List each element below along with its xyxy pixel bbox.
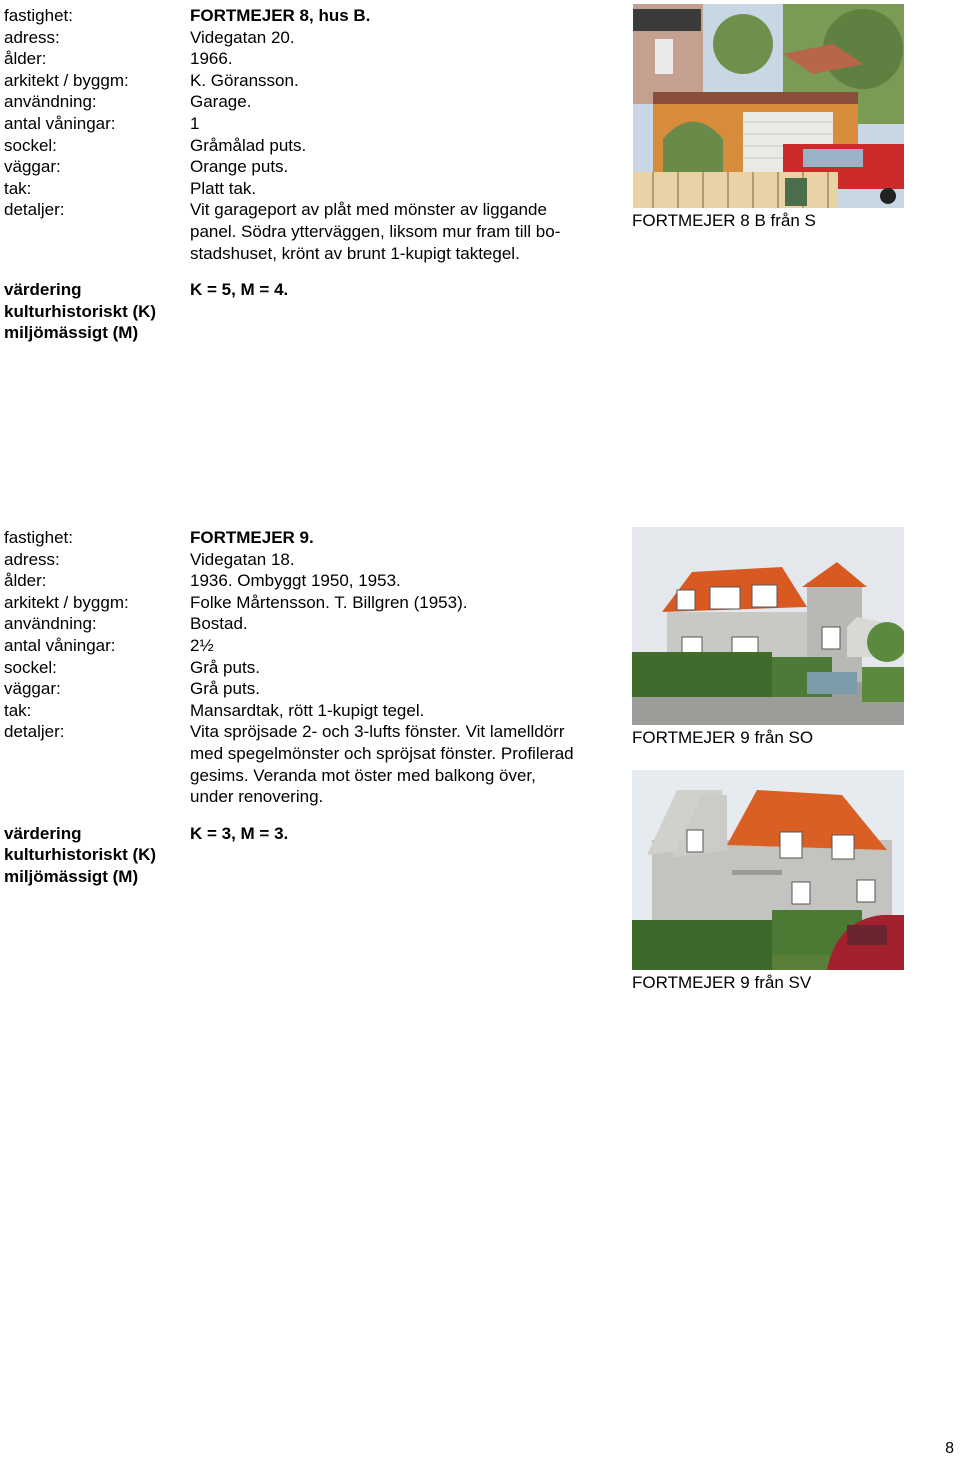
row-anvandning [4, 91, 620, 113]
label-vaggar: väggar: [4, 157, 61, 177]
detaljer-line: med spegelmönster och spröjsat fönster. Profilerad [190, 743, 574, 763]
label-adress: adress: [4, 27, 60, 47]
value-adress: Videgatan 20. [190, 27, 295, 47]
photo-fortmejer-9-so [632, 527, 904, 725]
label-sockel: sockel: [4, 657, 57, 677]
value-anvandning: Bostad. [190, 614, 248, 634]
label-vaningar: antal våningar: [4, 113, 116, 133]
row-arkitekt [4, 70, 620, 92]
label-arkitekt: arkitekt / byggm: [4, 592, 129, 612]
value-tak: Mansardtak, rött 1-kupigt tegel. [190, 700, 425, 720]
row-fastighet [4, 5, 620, 27]
row-vaggar [4, 156, 620, 178]
value-detaljer [190, 721, 620, 807]
label-detaljer: detaljer: [4, 722, 65, 742]
label-kulturhistoriskt: kulturhistoriskt (K) [4, 301, 157, 321]
row-alder [4, 48, 620, 70]
detaljer-line: Vit garageport av plåt med mönster av liggande [190, 200, 547, 220]
row-arkitekt [4, 592, 620, 614]
value-vaggar: Orange puts. [190, 157, 289, 177]
label-adress: adress: [4, 549, 60, 569]
row-detaljer [4, 199, 620, 264]
detaljer-line: Vita spröjsade 2- och 3-lufts fönster. Vit lamelldörr [190, 722, 565, 742]
rating-labels [4, 279, 190, 344]
label-arkitekt: arkitekt / byggm: [4, 70, 129, 90]
value-arkitekt: K. Göransson. [190, 70, 299, 90]
photo-garage-image [633, 4, 904, 208]
value-sockel: Gråmålad puts. [190, 135, 307, 155]
label-tak: tak: [4, 178, 32, 198]
row-detaljer [4, 721, 620, 807]
label-anvandning: användning: [4, 92, 97, 112]
detaljer-line: panel. Södra ytterväggen, liksom mur fram till bo- [190, 221, 561, 241]
row-tak [4, 700, 620, 722]
value-fastighet: FORTMEJER 8, hus B. [190, 6, 371, 25]
rating-value: K = 3, M = 3. [190, 823, 289, 843]
label-miljomassigt: miljömässigt (M) [4, 323, 139, 343]
photo-caption: FORTMEJER 8 B från S [632, 211, 816, 230]
photo-house-so-image [632, 527, 904, 725]
rating-block [4, 823, 620, 888]
photo-fortmejer-9-sv [632, 770, 904, 970]
row-adress [4, 27, 620, 49]
detaljer-line: stadshuset, krönt av brunt 1-kupigt taktegel. [190, 243, 520, 263]
value-anvandning: Garage. [190, 92, 252, 112]
row-sockel [4, 135, 620, 157]
rating-block [4, 279, 620, 344]
row-adress [4, 549, 620, 571]
label-vardering: värdering [4, 823, 82, 843]
label-alder: ålder: [4, 49, 47, 69]
row-tak [4, 178, 620, 200]
value-vaningar: 1 [190, 113, 200, 133]
photo-caption: FORTMEJER 9 från SO [632, 728, 814, 747]
label-fastighet: fastighet: [4, 528, 73, 547]
value-arkitekt: Folke Mårtensson. T. Billgren (1953). [190, 592, 468, 612]
detaljer-line: gesims. Veranda mot öster med balkong över, [190, 765, 536, 785]
row-vaningar [4, 113, 620, 135]
row-vaggar [4, 678, 620, 700]
label-alder: ålder: [4, 571, 47, 591]
label-detaljer: detaljer: [4, 200, 65, 220]
value-fastighet: FORTMEJER 9. [190, 528, 314, 547]
label-vaningar: antal våningar: [4, 635, 116, 655]
label-anvandning: användning: [4, 614, 97, 634]
value-vaggar: Grå puts. [190, 679, 260, 699]
property-entry-fortmejer-8 [4, 5, 620, 344]
rating-value: K = 5, M = 4. [190, 280, 289, 300]
photo-fortmejer-8b [633, 4, 904, 208]
photo-house-sv-image [632, 770, 904, 970]
page-number: 8 [945, 1440, 954, 1457]
label-miljomassigt: miljömässigt (M) [4, 866, 139, 886]
value-sockel: Grå puts. [190, 657, 260, 677]
value-detaljer [190, 199, 620, 264]
label-vaggar: väggar: [4, 679, 61, 699]
row-fastighet [4, 527, 620, 549]
value-vaningar: 2½ [190, 635, 214, 655]
row-alder [4, 570, 620, 592]
row-anvandning [4, 613, 620, 635]
label-sockel: sockel: [4, 135, 57, 155]
value-alder: 1936. Ombyggt 1950, 1953. [190, 571, 401, 591]
value-tak: Platt tak. [190, 178, 257, 198]
photo-caption: FORTMEJER 9 från SV [632, 973, 812, 992]
label-kulturhistoriskt: kulturhistoriskt (K) [4, 845, 157, 865]
property-entry-fortmejer-9 [4, 527, 620, 888]
row-sockel [4, 657, 620, 679]
label-fastighet: fastighet: [4, 6, 73, 25]
rating-labels [4, 823, 190, 888]
value-alder: 1966. [190, 49, 233, 69]
detaljer-line: under renovering. [190, 787, 324, 807]
value-adress: Videgatan 18. [190, 549, 295, 569]
label-vardering: värdering [4, 280, 82, 300]
row-vaningar [4, 635, 620, 657]
label-tak: tak: [4, 700, 32, 720]
